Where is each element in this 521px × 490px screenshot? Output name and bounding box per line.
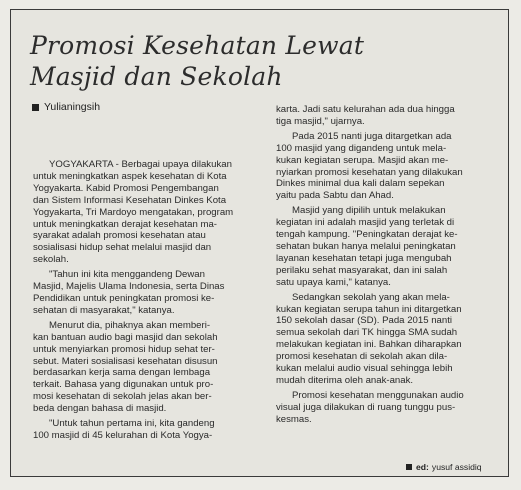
article-text-line: 150 sekolah dasar (SD). Pada 2015 nanti: [276, 315, 452, 327]
article-text-line: untuk meningkatkan aspek kesehatan di Kota: [33, 170, 227, 182]
article-text-line: "Untuk tahun pertama ini, kita gandeng: [49, 418, 215, 430]
article-text-line: mosi kesehatan di sekolah jelas akan ber-: [33, 391, 212, 403]
article-text-line: layanan kesehatan tetapi juga mengubah: [276, 252, 452, 264]
editor-credit: [406, 462, 482, 472]
article-text-line: Yogyakarta. Kabid Promosi Pengembangan: [33, 182, 219, 194]
article-text-line: kesmas.: [276, 413, 312, 425]
byline-square-icon: [32, 104, 39, 111]
article-text-line: kukan melalui audio visual sehingga lebih: [276, 363, 453, 375]
article-text-line: Masjid yang dipilih untuk melakukan: [292, 205, 446, 217]
byline: [32, 101, 100, 113]
article-text-line: kukan kegiatan serupa. Masjid akan me-: [276, 154, 449, 166]
article-text-line: promosi kesehatan di sekolah akan dila-: [276, 351, 448, 363]
article-text-line: 100 masjid yang digandeng untuk mela-: [276, 142, 447, 154]
article-text-line: Masjid, Majelis Ulama Indonesia, serta Dinas: [33, 281, 225, 293]
article-text-line: sosialisasi hidup sehat melalui masjid dan: [33, 242, 212, 254]
article-text-line: Promosi kesehatan menggunakan audio: [292, 389, 464, 401]
article-text-line: "Tahun ini kita menggandeng Dewan: [49, 269, 205, 281]
article-text-line: syarakat adalah promosi kesehatan atau: [33, 230, 206, 242]
credit-editor-name: yusuf assidiq: [431, 462, 482, 472]
article-text-line: Dinkes minimal dua kali dalam sepekan: [276, 178, 445, 190]
article-text-line: Pendidikan untuk peningkatan promosi ke-: [33, 292, 215, 304]
article-text-line: karta. Jadi satu kelurahan ada dua hingga: [276, 104, 455, 115]
article-text-line: sekolah.: [33, 254, 69, 266]
article-text-line: sebut. Materi sosialisasi kesehatan disusun: [33, 355, 218, 367]
article-text-line: kukan kegiatan serupa tahun ini ditargetkan: [276, 303, 462, 315]
article-text-line: Menurut dia, pihaknya akan memberi-: [49, 319, 211, 331]
article-text-line: dan Sistem Informasi Kesehatan Dinkes Kota: [33, 194, 227, 206]
article-text-line: mudah diterima oleh anak-anak.: [276, 374, 414, 386]
article-text-line: terkait. Bahasa yang digunakan untuk pro-: [33, 379, 214, 391]
article-text-line: Sedangkan sekolah yang akan mela-: [292, 291, 450, 303]
headline-line-1: Promosi Kesehatan Lewat: [30, 31, 365, 60]
article-text-line: kan bantuan audio bagi masjid dan sekolah: [33, 331, 218, 343]
article-text-line: untuk menyiarkan promosi hidup sehat ter-: [33, 343, 215, 355]
article-text-line: untuk meningkatkan derajat kesehatan ma-: [33, 218, 217, 230]
article-text-line: semua sekolah dari TK hingga SMA sudah: [276, 327, 458, 339]
article-text-line: yaitu pada Sabtu dan Ahad.: [276, 190, 394, 202]
article-text-line: perilaku sehat masyarakat, dan ini salah: [276, 264, 448, 276]
article-text-line: YOGYAKARTA - Berbagai upaya dilakukan: [49, 159, 232, 170]
credit-label: ed:: [416, 462, 429, 472]
article-text-line: 100 masjid di 45 kelurahan di Kota Yogya-: [33, 429, 213, 441]
article-headline: [30, 30, 490, 92]
article-text-line: tiga masjid," ujarnya.: [276, 115, 365, 127]
credit-square-icon: [406, 464, 412, 470]
article-text-line: nyiarkan promosi kesehatan yang dilakukan: [276, 166, 463, 178]
article-text-line: satu upaya kami," katanya.: [276, 276, 391, 288]
article-text-line: tengah kampung. "Peningkatan derajat ke-: [276, 229, 458, 241]
article-text-line: visual juga dilakukan di ruang tunggu pus-: [276, 401, 456, 413]
article-text-line: Pada 2015 nanti juga ditargetkan ada: [292, 130, 452, 142]
headline-line-2: Masjid dan Sekolah: [30, 62, 283, 91]
article-text-line: kegiatan ini adalah masjid yang terletak di: [276, 217, 455, 229]
article-text-line: berdasarkan kerja sama dengan lembaga: [33, 367, 211, 379]
article-text-line: sehatan di masyarakat," katanya.: [33, 304, 175, 316]
article-text-line: sehatan bukan hanya melalui peningkatan: [276, 240, 456, 252]
article-column-right: [276, 104, 500, 426]
byline-author: Yulianingsih: [44, 101, 101, 113]
article-column-left: [33, 159, 265, 442]
article-text-line: Yogyakarta, Tri Mardoyo mengatakan, program: [33, 206, 234, 218]
article-text-line: beda dengan bahasa di masjid.: [33, 403, 167, 415]
article-text-line: melakukan kegiatan ini. Bahkan diharapkan: [276, 339, 462, 351]
